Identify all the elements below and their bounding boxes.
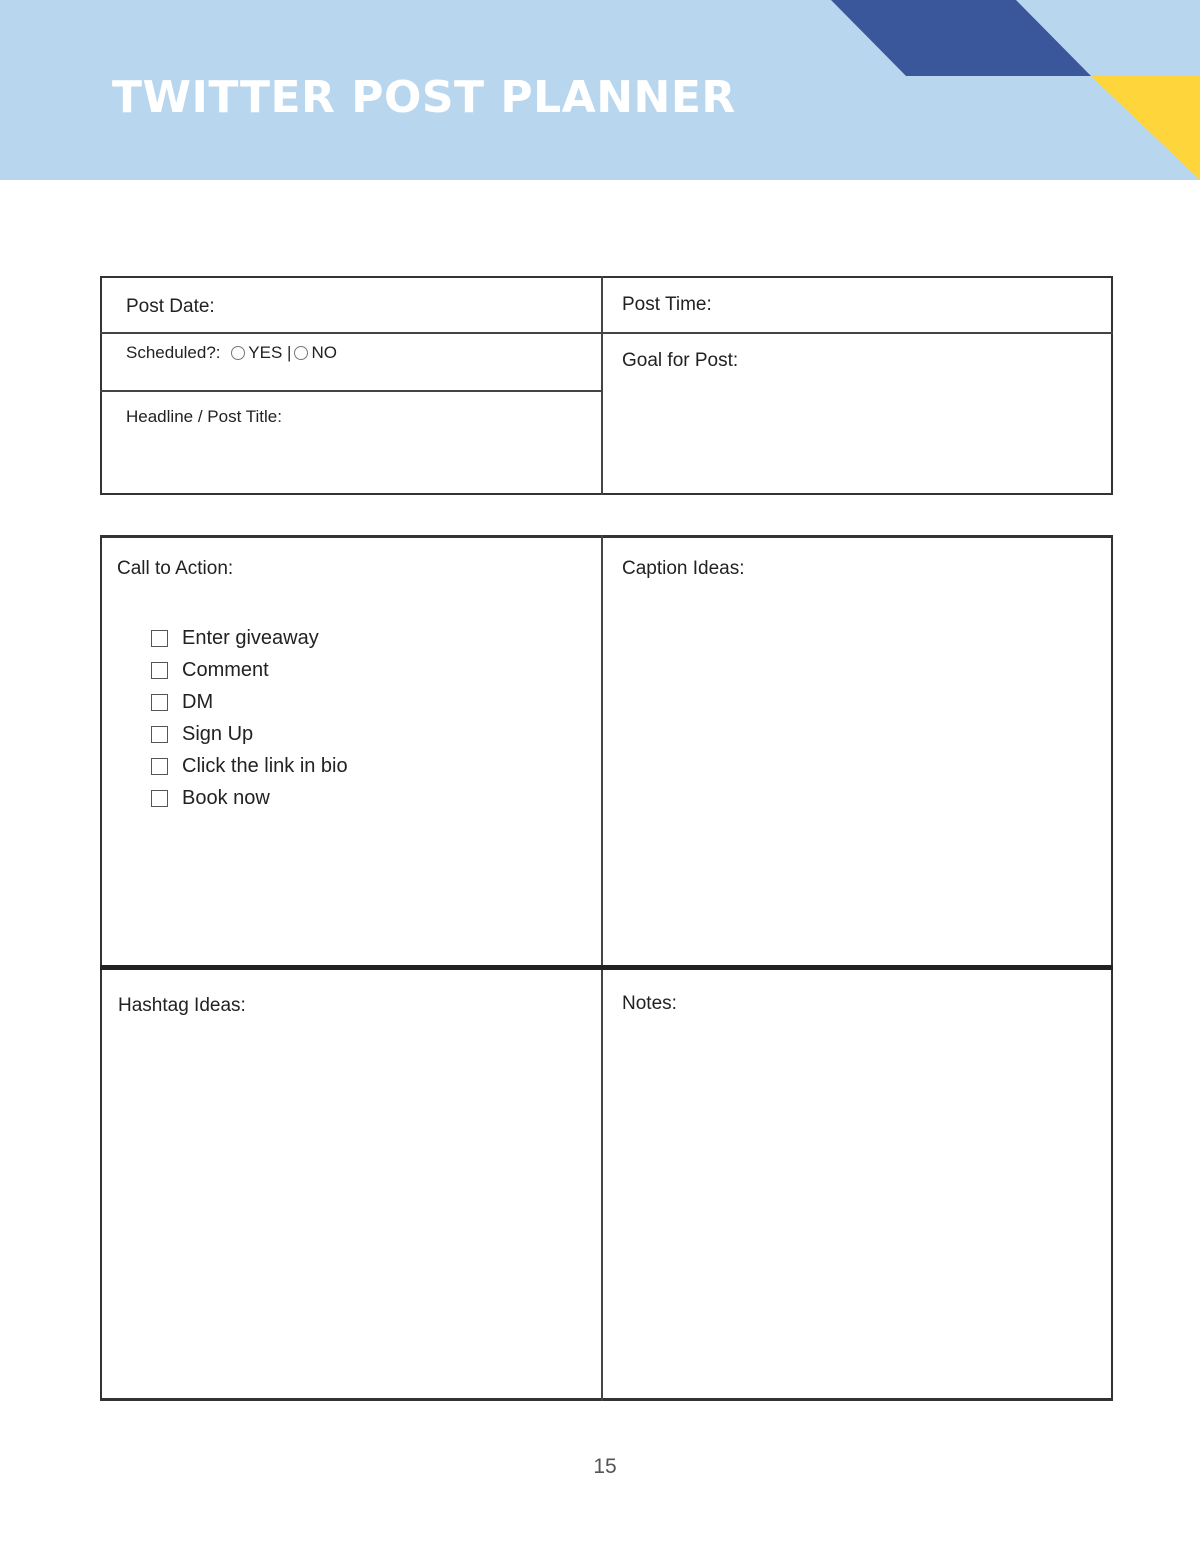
option-separator: | [287,343,292,362]
cta-option-comment[interactable] [151,654,348,686]
cta-option-sign-up[interactable] [151,718,348,750]
yellow-triangle-shape [1091,76,1200,180]
post-details-table [100,276,1113,495]
checkbox-icon[interactable] [151,630,168,647]
cta-option-dm[interactable] [151,686,348,718]
page-title: TWITTER POST PLANNER [112,72,736,123]
row-divider [100,390,602,392]
call-to-action-label: Call to Action: [117,558,234,579]
page-number: 15 [593,1455,617,1478]
caption-ideas-field[interactable] [622,558,745,580]
section-divider-thick [100,965,1113,970]
cta-option-book-now[interactable] [151,782,348,814]
cta-option-label: Click the link in bio [182,754,348,777]
post-date-label: Post Date: [126,296,215,317]
notes-label: Notes: [622,993,677,1014]
caption-ideas-label: Caption Ideas: [622,558,745,579]
cta-option-enter-giveaway[interactable] [151,622,348,654]
cta-option-label: Sign Up [182,722,254,745]
headline-field[interactable] [126,406,282,428]
cta-option-label: Book now [182,786,270,809]
checkbox-icon[interactable] [151,726,168,743]
cta-option-label: Comment [182,658,269,681]
row-divider [100,332,1113,334]
checkbox-icon[interactable] [151,694,168,711]
scheduled-label: Scheduled?: [126,343,221,362]
notes-field[interactable] [622,993,677,1015]
scheduled-no-radio[interactable] [294,346,308,360]
post-time-field[interactable] [622,294,712,316]
column-divider [601,276,603,495]
blue-parallelogram-shape [831,0,1091,76]
checkbox-icon[interactable] [151,758,168,775]
goal-label: Goal for Post: [622,350,739,371]
cta-option-link-in-bio[interactable] [151,750,348,782]
headline-label: Headline / Post Title: [126,407,282,426]
scheduled-field [126,342,337,364]
cta-option-label: Enter giveaway [182,626,319,649]
hashtag-ideas-field[interactable] [118,995,246,1017]
scheduled-yes-radio[interactable] [231,346,245,360]
checkbox-icon[interactable] [151,790,168,807]
cta-option-label: DM [182,690,214,713]
call-to-action-checklist [151,622,348,814]
checkbox-icon[interactable] [151,662,168,679]
scheduled-yes-label: YES [248,343,283,362]
post-date-field[interactable] [126,296,215,318]
post-time-label: Post Time: [622,294,712,315]
header-banner [0,0,1200,180]
goal-field[interactable] [622,350,738,372]
hashtag-ideas-label: Hashtag Ideas: [118,995,246,1016]
scheduled-no-label: NO [311,343,337,362]
